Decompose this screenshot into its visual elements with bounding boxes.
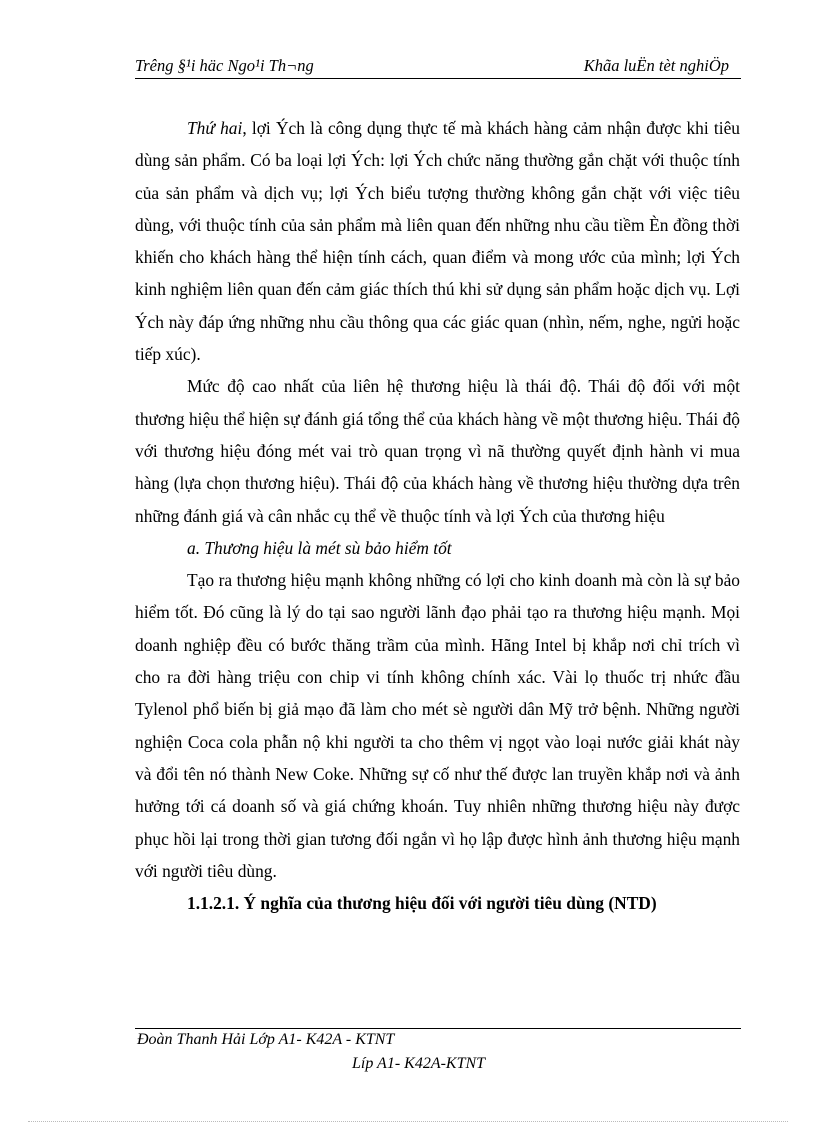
document-body <box>135 112 740 919</box>
section-heading: 1.1.2.1. Ý nghĩa của thương hiệu đối với người tiêu dùng (NTD) <box>187 893 657 914</box>
paragraph-attitude: Mức độ cao nhất của liên hệ thương hiệu là thái độ. Thái độ đối với một thương hiệu thể hiện sự đánh giá tổng thể của khách hàng về một thương hiệu. Thái độ với thương hiệu đóng mét vai trò quan trọng vì nã thường quyết định hành vi mua hàng (lựa chọn thương hiệu). Thái độ của khách hàng về thương hiệu thường dựa trên những đánh giá và cân nhắc cụ thể về thuộc tính và lợi Ých của thương hiệu <box>135 376 740 526</box>
header-school-name: Trêng §¹i häc Ngo¹i Th¬ng <box>135 56 314 75</box>
paragraph-lead: Thứ hai <box>187 118 243 138</box>
paragraph-benefits <box>135 112 740 370</box>
page-bottom-dotted-line <box>28 1121 788 1122</box>
header-thesis-label: Khãa luËn tèt nghiÖp <box>583 56 729 75</box>
page-header <box>135 54 741 79</box>
paragraph-text: , lợi Ých là công dụng thực tế mà khách hàng cảm nhận được khi tiêu dùng sản phẩm. Có ba loại lợi Ých: lợi Ých chức năng thường gắn chặt với thuộc tính của sản phẩm và dịch vụ; lợi Ých biểu tượng thường không gắn chặt với việc tiêu dùng, với thuộc tính của sản phẩm mà liên quan đến những nhu cầu tiềm Èn đồng thời khiến cho khách hàng thể hiện tính cách, quan điểm và mong ước của mình; lợi Ých kinh nghiệm liên quan đến cảm giác thích thú khi sử dụng sản phẩm hoặc dịch vụ. Lợi Ých này đáp ứng những nhu cầu thông qua các giác quan (nhìn, nếm, nghe, ngửi hoặc tiếp xúc). <box>135 118 740 365</box>
footer-author: Đoàn Thanh Hải Lớp A1- K42A - KTNT <box>137 1031 395 1048</box>
subsection-title: a. Thương hiệu là mét sù bảo hiểm tốt <box>187 537 452 558</box>
footer-divider <box>135 1028 741 1029</box>
footer-class: Líp A1- K42A-KTNT <box>352 1055 486 1072</box>
paragraph-insurance: Tạo ra thương hiệu mạnh không những có lợi cho kinh doanh mà còn là sự bảo hiểm tốt. Đó cũng là lý do tại sao người lãnh đạo phải tạo ra thương hiệu mạnh. Mọi doanh nghiệp đều có bước thăng trầm của mình. Hãng Intel bị khắp nơi chỉ trích vì cho ra đời hàng triệu con chip vi tính không chính xác. Vài lọ thuốc trị nhức đầu Tylenol phổ biến bị giả mạo đã làm cho mét sè người dân Mỹ trở bệnh. Những người nghiện Coca cola phẫn nộ khi người ta cho thêm vị ngọt vào loại nước giải khát này và đổi tên nó thành New Coke. Những sự cố như thế được lan truyền khắp nơi và ảnh hưởng tới cá doanh số và giá chứng khoán. Tuy nhiên những thương hiệu này được phục hồi lại trong thời gian tương đối ngắn vì họ lập được hình ảnh thương hiệu mạnh với người tiêu dùng. <box>135 570 740 881</box>
